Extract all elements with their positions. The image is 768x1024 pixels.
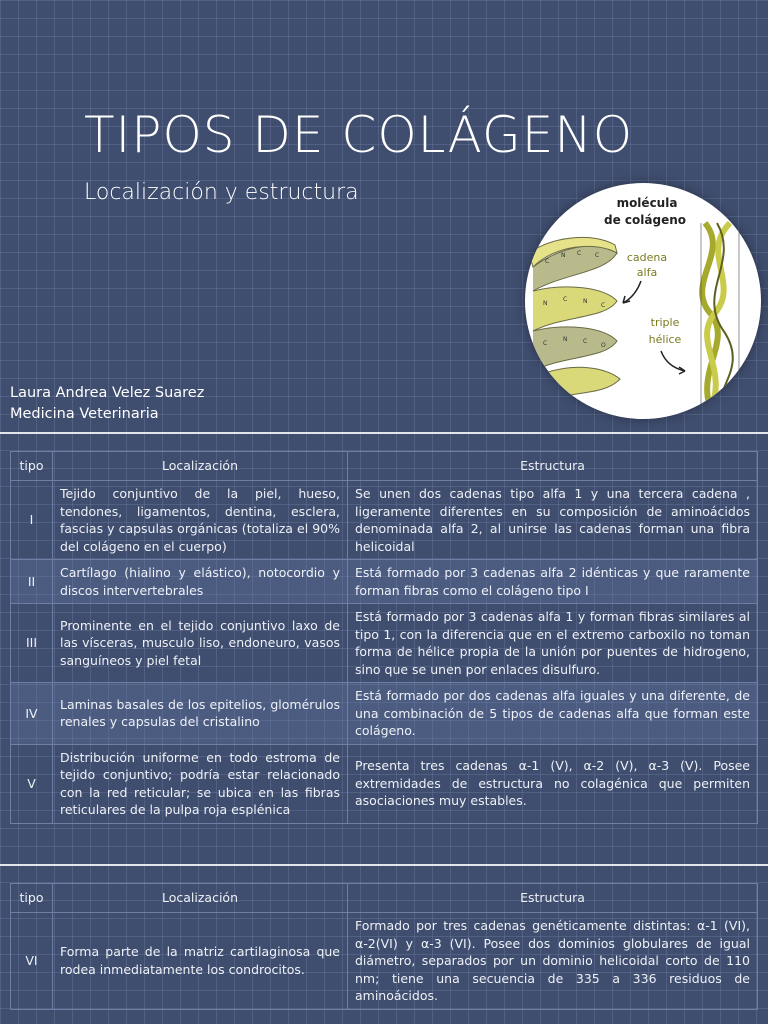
table-row: [11, 481, 758, 560]
table-row: [11, 913, 758, 1010]
table-row: [11, 560, 758, 604]
author-name: Laura Andrea Velez Suarez: [10, 385, 205, 401]
label-alfa: alfa: [636, 266, 658, 279]
page-subtitle: Localización y estructura: [84, 180, 359, 205]
label-triple: triple: [650, 316, 680, 329]
cell-localizacion: Cartílago (hialino y elástico), notocordio y discos intervertebrales: [53, 560, 348, 604]
svg-text:C: C: [543, 340, 548, 347]
author-program: Medicina Veterinaria: [10, 406, 159, 422]
page-title: TIPOS DE COLÁGENO: [84, 106, 634, 164]
header-localizacion: Localización: [53, 452, 348, 481]
cell-tipo: I: [11, 481, 53, 560]
svg-text:N: N: [583, 298, 588, 305]
label-cadena: cadena: [626, 251, 668, 264]
table-row: [11, 744, 758, 823]
collagen-table-slide-1: [0, 434, 768, 864]
header-localizacion: Localización: [53, 884, 348, 913]
header-tipo: tipo: [11, 884, 53, 913]
cell-estructura: Presenta tres cadenas α-1 (V), α-2 (V), α-3 (V). Posee extremidades de estructura no colagénica que permiten asociaciones muy estables.: [348, 744, 758, 823]
table-row: [11, 683, 758, 745]
svg-text:N: N: [543, 300, 548, 307]
svg-text:C: C: [577, 250, 582, 257]
author-block: [10, 383, 204, 425]
header-estructura: Estructura: [348, 884, 758, 913]
cell-estructura: Está formado por 3 cadenas alfa 1 y forman fibras similares al tipo 1, con la diferencia que en el extremo carboxilo no toman forma de hélice propia de la unión por puentes de hidrogeno, sino que se unen por enlaces disulfuro.: [348, 604, 758, 683]
table-header-row: [11, 884, 758, 913]
label-helice: hélice: [648, 333, 682, 346]
cell-localizacion: Prominente en el tejido conjuntivo laxo de las vísceras, musculo liso, endoneuro, vasos sanguíneos y piel fetal: [53, 604, 348, 683]
cell-tipo: VI: [11, 913, 53, 1010]
title-slide: [0, 0, 768, 432]
cell-estructura: Se unen dos cadenas tipo alfa 1 y una tercera cadena , ligeramente diferentes en su composición de aminoácidos denominada alfa 2, al unirse las cadenas forman una fibra helicoidal: [348, 481, 758, 560]
collagen-types-table-2: [10, 883, 758, 1010]
alpha-chain-ribbon: [529, 237, 620, 399]
svg-text:C: C: [601, 302, 606, 309]
svg-text:O: O: [601, 342, 606, 349]
cell-localizacion: Laminas basales de los epitelios, glomérulos renales y capsulas del cristalino: [53, 683, 348, 745]
cell-localizacion: Tejido conjuntivo de la piel, hueso, tendones, ligamentos, dentina, esclera, fascias y capsulas orgánicas (totaliza el 90% del colágeno en el cuerpo): [53, 481, 348, 560]
cell-tipo: IV: [11, 683, 53, 745]
header-estructura: Estructura: [348, 452, 758, 481]
cell-tipo: III: [11, 604, 53, 683]
svg-text:C: C: [563, 296, 568, 303]
cell-estructura: Formado por tres cadenas genéticamente distintas: α-1 (VI), α-2(VI) y α-3 (VI). Posee dos dominios globulares de igual diámetro, separados por un dominio helicoidal corto de 110 nm; tiene una secuencia de 335 a 336 residuos de aminoácidos.: [348, 913, 758, 1010]
arrow-chain-icon: [623, 281, 641, 303]
table-row: [11, 604, 758, 683]
svg-text:N: N: [563, 336, 568, 343]
illustration-heading-1: molécula: [616, 196, 678, 210]
collagen-helix-drawing: [525, 183, 761, 419]
svg-text:C: C: [583, 338, 588, 345]
illustration-heading-2: de colágeno: [604, 213, 686, 227]
triple-helix-strand: [701, 223, 739, 419]
cell-tipo: II: [11, 560, 53, 604]
svg-text:C: C: [545, 258, 550, 265]
svg-text:N: N: [561, 252, 566, 259]
table-header-row: [11, 452, 758, 481]
cell-localizacion: Forma parte de la matriz cartilaginosa que rodea inmediatamente los condrocitos.: [53, 913, 348, 1010]
svg-text:C: C: [595, 252, 600, 259]
collagen-molecule-illustration: [525, 183, 761, 419]
collagen-types-table: [10, 451, 758, 824]
collagen-table-slide-2: [0, 866, 768, 1024]
cell-estructura: Está formado por dos cadenas alfa iguales y una diferente, de una combinación de 5 tipos de cadenas alfa que forman este colágeno.: [348, 683, 758, 745]
header-tipo: tipo: [11, 452, 53, 481]
cell-localizacion: Distribución uniforme en todo estroma de tejido conjuntivo; podría estar relacionado con la red reticular; se ubica en las fibras reticulares de la pulpa roja esplénica: [53, 744, 348, 823]
cell-estructura: Está formado por 3 cadenas alfa 2 idénticas y que raramente forman fibras como el colágeno tipo I: [348, 560, 758, 604]
cell-tipo: V: [11, 744, 53, 823]
